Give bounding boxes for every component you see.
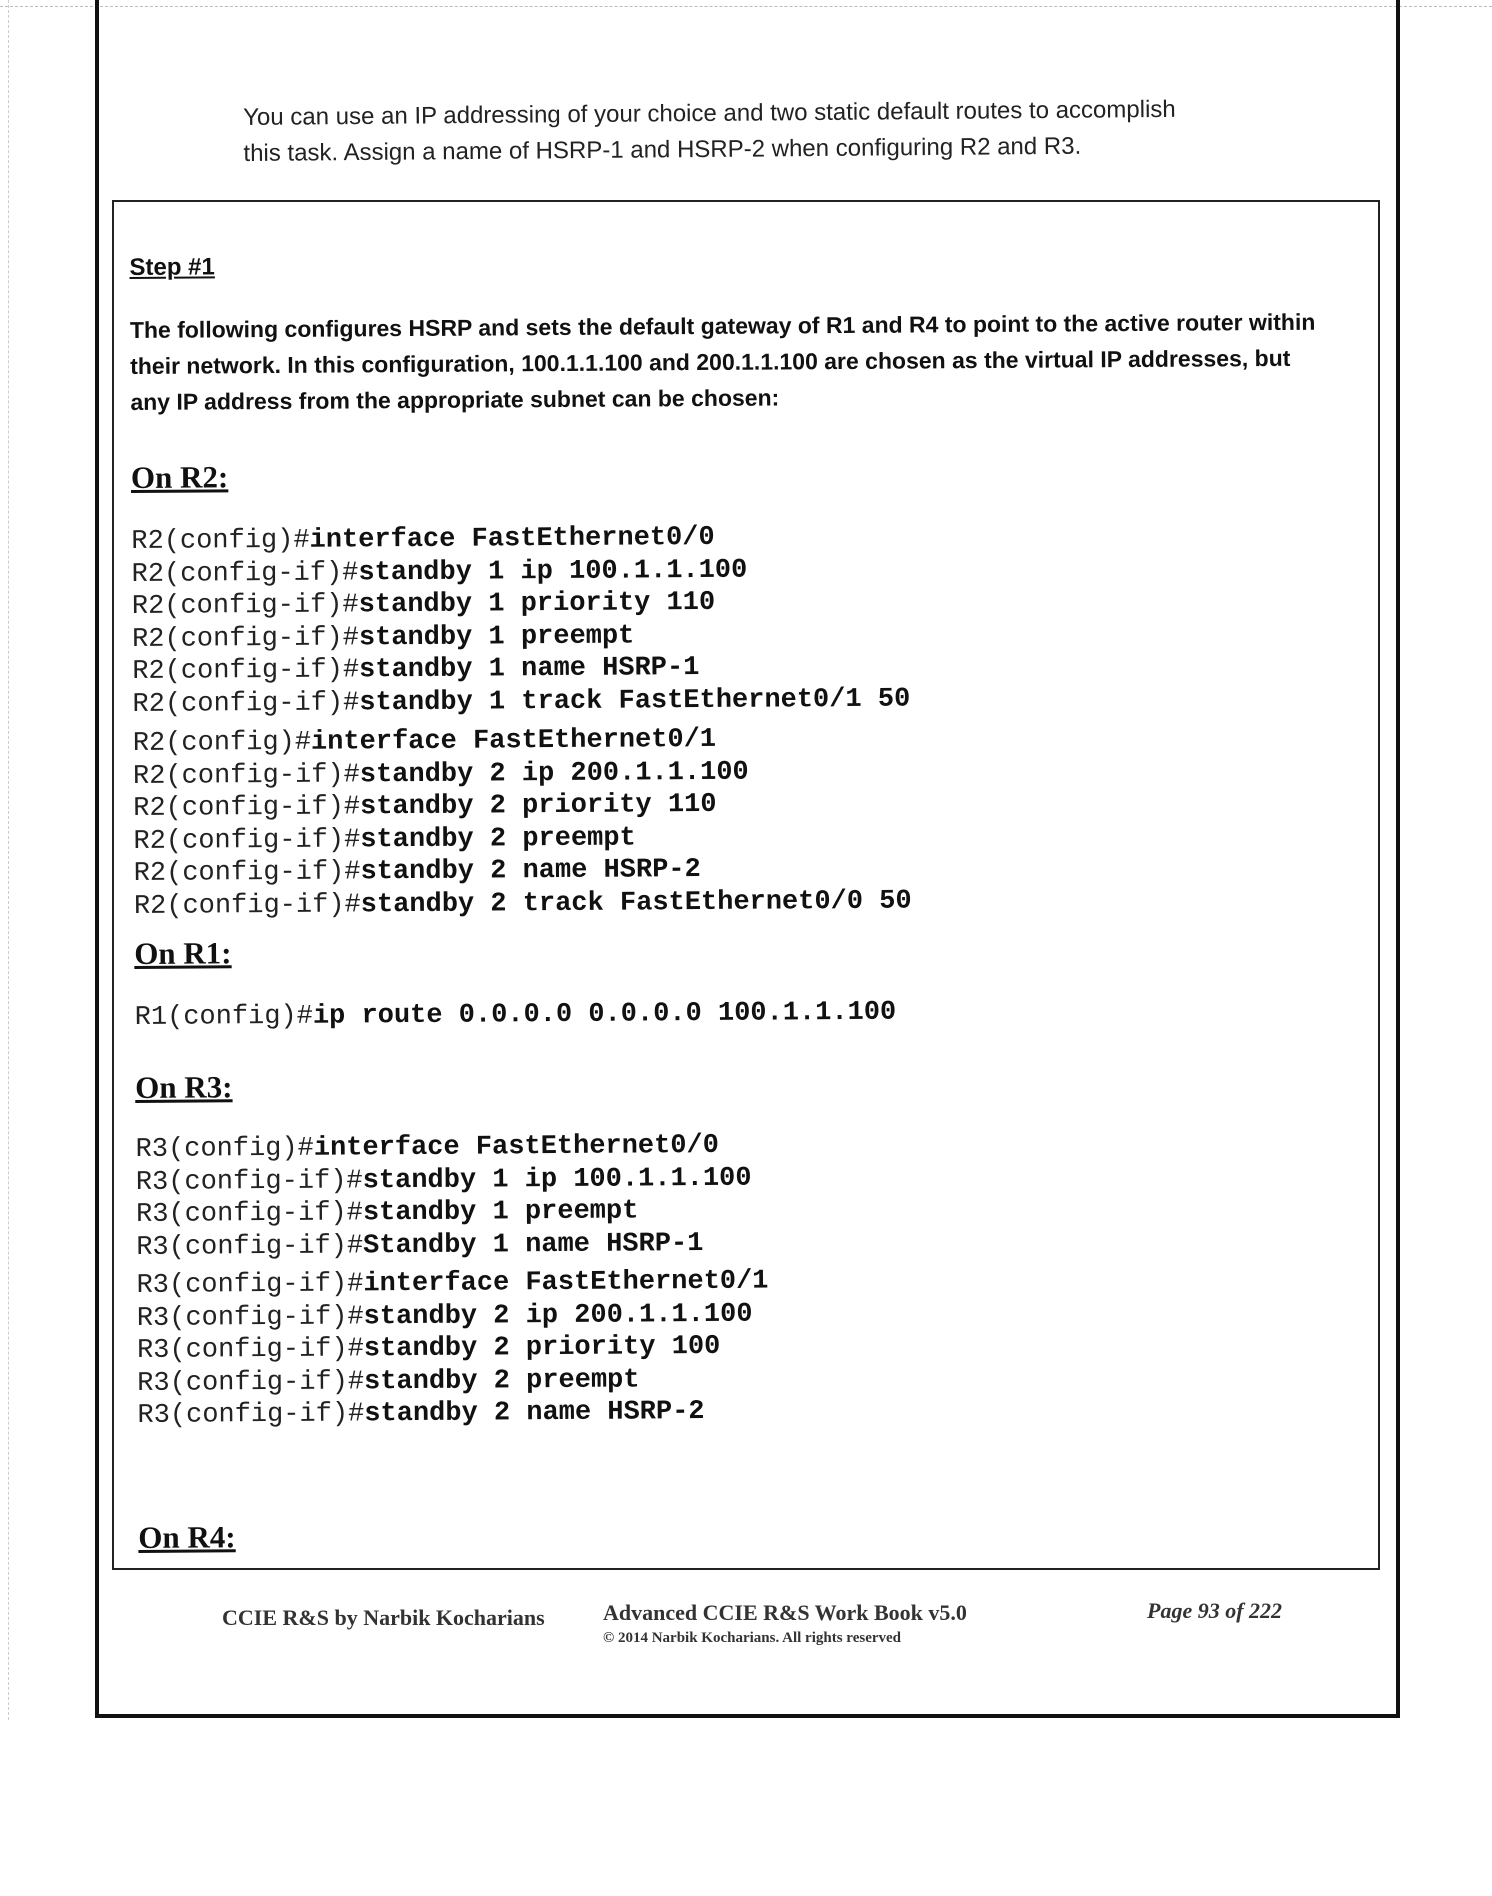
r3-config-block-2: [136, 1266, 769, 1433]
cli-prompt: R2(config-if)#: [131, 557, 359, 590]
cli-prompt: R3(config-if)#: [136, 1269, 364, 1301]
config-line: [137, 1298, 769, 1335]
config-line: [135, 997, 897, 1035]
cli-prompt: R2(config-if)#: [132, 655, 360, 687]
intro-line-1: You can use an IP addressing of your choice and two static default routes to accomplish: [243, 95, 1176, 131]
config-line: [133, 723, 911, 761]
config-line: [137, 1331, 769, 1368]
config-line: [131, 521, 909, 559]
config-line: [132, 651, 910, 689]
r3-heading: On R3:: [135, 1069, 233, 1105]
config-line: [136, 1130, 752, 1167]
cli-command: Standby 1 name HSRP-1: [363, 1228, 704, 1261]
cli-prompt: R2(config-if)#: [132, 759, 360, 792]
cli-command: standby 1 name HSRP-1: [359, 653, 700, 686]
cli-prompt: R2(config-if)#: [132, 687, 360, 720]
r1-config-block: [135, 997, 897, 1035]
r2-config-block-1: [131, 521, 910, 721]
footer-copyright: © 2014 Narbik Kocharians. All rights reserved: [603, 1630, 902, 1646]
config-line: [132, 586, 910, 624]
cli-prompt: R2(config-if)#: [133, 889, 361, 922]
cli-command: standby 2 name HSRP-2: [360, 855, 701, 888]
step-description: The following configures HSRP and sets the default gateway of R1 and R4 to point to the active router within their network. In this configuration, 100.1.1.100 and 200.1.1.100 are chosen as the virtual IP addresses, but any IP address from the appropriate subnet can be chosen:: [129, 308, 1316, 415]
cli-prompt: R3(config-if)#: [135, 1198, 364, 1230]
cli-command: standby 2 name HSRP-2: [364, 1397, 705, 1430]
cli-command: standby 1 priority 110: [358, 587, 716, 621]
cli-prompt: R3(config-if)#: [137, 1366, 365, 1399]
solution-box: [112, 200, 1380, 1570]
cli-prompt: R2(config-if)#: [133, 792, 361, 824]
cli-command: standby 1 preempt: [362, 1196, 639, 1229]
cli-command: standby 2 ip 200.1.1.100: [363, 1299, 753, 1332]
cli-prompt: R3(config-if)#: [136, 1230, 364, 1263]
cli-prompt: R2(config-if)#: [131, 622, 359, 655]
cli-command: standby 2 priority 110: [359, 789, 717, 823]
config-line: [137, 1363, 769, 1400]
cli-prompt: R3(config-if)#: [135, 1165, 363, 1198]
intro-paragraph: [243, 91, 1264, 172]
cli-command: ip route 0.0.0.0 0.0.0.0 100.1.1.100: [312, 997, 897, 1032]
cli-prompt: R3(config-if)#: [136, 1334, 364, 1366]
config-line: [134, 853, 912, 891]
config-line: [136, 1162, 752, 1199]
cli-command: interface FastEthernet0/1: [363, 1266, 769, 1300]
footer-author: CCIE R&S by Narbik Kocharians: [222, 1605, 545, 1630]
config-line: [132, 618, 910, 656]
cli-prompt: R3(config-if)#: [136, 1301, 364, 1334]
cli-prompt: R3(config-if)#: [137, 1399, 365, 1431]
step-heading: Step #1: [129, 253, 215, 281]
cli-prompt: R2(config-if)#: [133, 824, 361, 857]
footer-book-title: Advanced CCIE R&S Work Book v5.0: [603, 1600, 967, 1625]
cli-prompt: R2(config-if)#: [131, 590, 359, 622]
r3-config-block-1: [136, 1130, 753, 1264]
config-line: [132, 683, 910, 721]
cli-command: standby 1 preempt: [358, 620, 635, 653]
config-line: [137, 1396, 769, 1433]
cli-prompt: R1(config)#: [134, 1001, 314, 1033]
cli-command: standby 2 track FastEthernet0/0 50: [360, 886, 912, 920]
cli-command: standby 2 priority 100: [363, 1331, 721, 1365]
cli-prompt: R2(config)#: [132, 727, 312, 759]
cli-command: standby 2 preempt: [360, 822, 636, 855]
r1-heading: On R1:: [134, 935, 232, 971]
config-line: [133, 788, 911, 826]
config-line: [131, 553, 909, 591]
r2-config-block-2: [133, 723, 912, 923]
config-line: [136, 1195, 752, 1232]
cli-command: standby 2 ip 200.1.1.100: [359, 757, 749, 790]
config-line: [136, 1227, 752, 1264]
intro-line-2: this task. Assign a name of HSRP-1 and HSRP-2 when configuring R2 and R3.: [243, 132, 1082, 167]
r2-heading: On R2:: [130, 459, 229, 495]
config-line: [134, 885, 912, 923]
cli-prompt: R2(config)#: [131, 525, 310, 557]
scan-edge-left: [8, 0, 9, 1720]
cli-prompt: R2(config-if)#: [133, 857, 361, 889]
cli-prompt: R3(config)#: [135, 1133, 314, 1165]
cli-command: interface FastEthernet0/1: [310, 724, 717, 758]
cli-command: standby 1 track FastEthernet0/1 50: [359, 684, 911, 718]
cli-command: standby 1 ip 100.1.1.100: [362, 1163, 752, 1196]
config-line: [136, 1266, 768, 1303]
footer-page-number: Page 93 of 222: [1147, 1598, 1283, 1623]
cli-command: interface FastEthernet0/0: [313, 1130, 720, 1164]
config-line: [133, 820, 911, 858]
cli-command: standby 2 preempt: [363, 1364, 640, 1397]
r4-heading: On R4:: [138, 1519, 236, 1555]
cli-command: interface FastEthernet0/0: [309, 522, 715, 556]
cli-command: standby 1 ip 100.1.1.100: [358, 555, 748, 588]
config-line: [133, 755, 911, 793]
